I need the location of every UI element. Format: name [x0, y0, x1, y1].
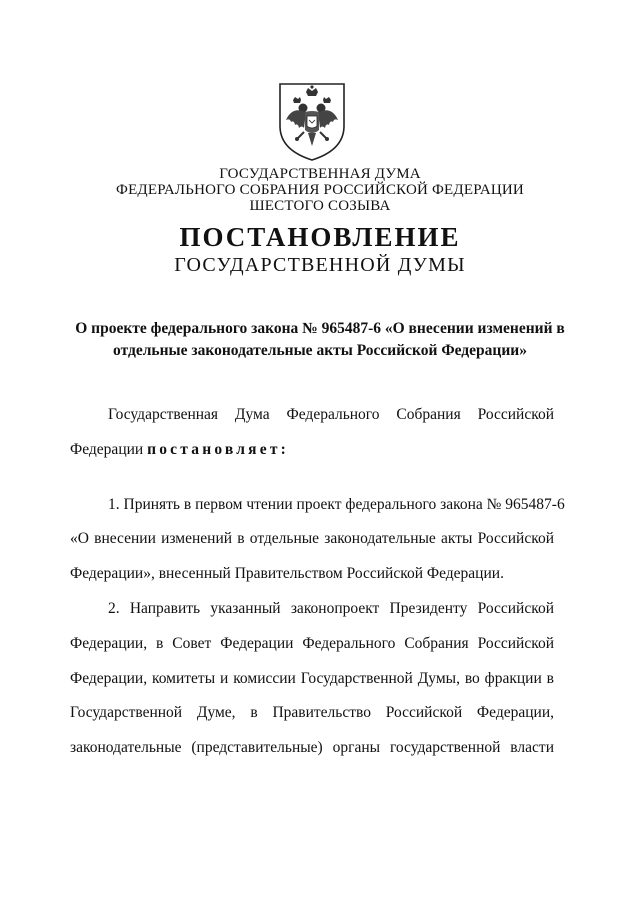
- org-name-line2: ФЕДЕРАЛЬНОГО СОБРАНИЯ РОССИЙСКОЙ ФЕДЕРАЦИИ: [116, 182, 524, 198]
- russian-coat-of-arms-icon: [276, 80, 348, 162]
- document-issuer: ГОСУДАРСТВЕННОЙ ДУМЫ: [174, 254, 466, 276]
- item1-line2: «О внесении изменений в отдельные законодательные акты Российской: [70, 530, 554, 547]
- org-name-line1: ГОСУДАРСТВЕННАЯ ДУМА: [219, 166, 421, 182]
- item2-line1: 2. Направить указанный законопроект Президенту Российской: [108, 600, 554, 617]
- item2-line2: Федерации, в Совет Федерации Федерального Собрания Российской: [70, 635, 554, 652]
- preamble-prefix: Федерации: [70, 441, 144, 458]
- document-type: ПОСТАНОВЛЕНИЕ: [179, 222, 461, 252]
- subject-line2: отдельные законодательные акты Российской Федерации»: [113, 342, 527, 359]
- item1-line3: Федерации», внесенный Правительством Российской Федерации.: [70, 565, 504, 582]
- item2-line4: Государственной Думе, в Правительство Российской Федерации,: [70, 704, 554, 721]
- subject-line1: О проекте федерального закона № 965487-6 «О внесении изменений в: [75, 320, 565, 337]
- item1-line1: 1. Принять в первом чтении проект федерального закона № 965487-6: [108, 496, 565, 513]
- preamble-line1: Государственная Дума Федерального Собрания Российской: [108, 406, 554, 423]
- resolution-verb: постановляет:: [147, 441, 289, 458]
- item2-line5: законодательные (представительные) органы государственной власти: [70, 739, 554, 756]
- document-subject: [70, 318, 570, 362]
- convocation: ШЕСТОГО СОЗЫВА: [249, 198, 391, 214]
- item2-line3: Федерации, комитеты и комиссии Государственной Думы, во фракции в: [70, 670, 554, 687]
- preamble-line2: [70, 441, 554, 459]
